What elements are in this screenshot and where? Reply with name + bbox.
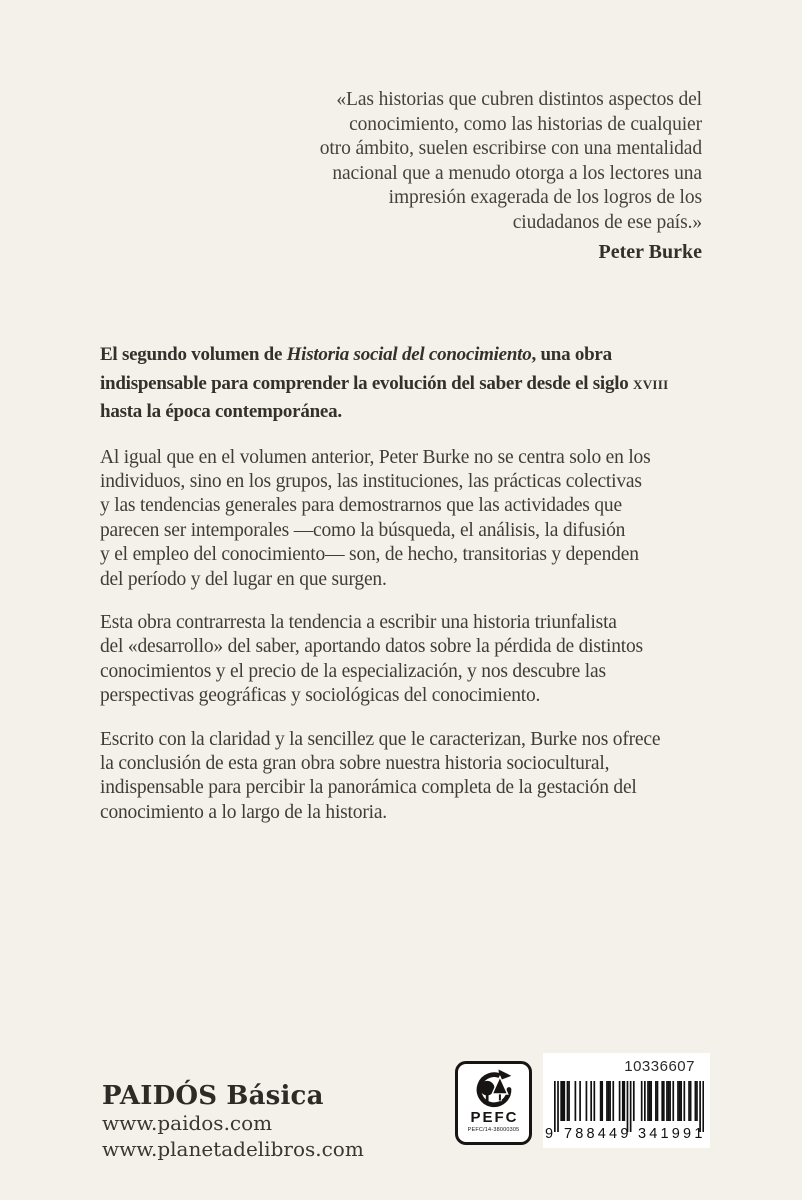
quote-attribution: Peter Burke	[598, 241, 702, 263]
imprint-block	[102, 1081, 364, 1162]
pefc-trees-icon	[471, 1069, 517, 1109]
text-line: conocimiento a lo largo de la historia.	[100, 801, 387, 823]
text-line: la conclusión de esta gran obra sobre nuestra historia sociocultural,	[100, 752, 610, 774]
text-line: «Las historias que cubren distintos aspectos del	[336, 89, 702, 110]
imprint-name: PAIDÓS Básica	[102, 1081, 324, 1111]
text-line: El segundo volumen de Historia social del conocimiento, una obra	[100, 344, 612, 365]
text-line: indispensable para percibir la panorámica completa de la gestación del	[100, 777, 637, 799]
synopsis-intro	[100, 341, 740, 427]
text-line: conocimientos y el precio de la especialización, y nos descubre las	[100, 660, 606, 682]
text-line: del período y del lugar en que surgen.	[100, 568, 387, 590]
barcode-digit-group: 9	[545, 1126, 554, 1142]
text-line: perspectivas geográficas y sociológicas del conocimiento.	[100, 685, 541, 707]
text-line: indispensable para comprender la evolución del saber desde el siglo xviii	[100, 372, 669, 394]
text-line: Escrito con la claridad y la sencillez que le caracterizan, Burke nos ofrece	[100, 728, 661, 750]
text-line: Esta obra contrarresta la tendencia a escribir una historia triunfalista	[100, 611, 617, 633]
pefc-license: PEFC/14-38000305	[467, 1127, 520, 1133]
barcode-digit-group: 341991	[638, 1126, 706, 1142]
text-line: impresión exagerada de los logros de los	[388, 187, 702, 208]
pefc-logo	[455, 1061, 532, 1145]
barcode-panel	[543, 1053, 710, 1148]
imprint-url-planetadelibros: www.planetadelibros.com	[102, 1136, 364, 1161]
text-line: conocimiento, como las historias de cualquier	[349, 113, 702, 135]
text-line: ciudadanos de ese país.»	[512, 211, 702, 233]
text-line: otro ámbito, suelen escribirse con una mentalidad	[319, 138, 702, 159]
synopsis-paragraph-3	[100, 728, 740, 826]
synopsis	[100, 341, 740, 825]
imprint-url-paidos: www.paidos.com	[102, 1111, 273, 1135]
synopsis-paragraph-1	[100, 446, 740, 592]
text-line: y las tendencias generales para demostrarnos que las actividades que	[100, 495, 622, 517]
text-line: Al igual que en el volumen anterior, Peter Burke no se centra solo en los	[100, 446, 651, 468]
text-line: y el empleo del conocimiento— son, de hecho, transitorias y dependen	[100, 544, 639, 566]
text-line: del «desarrollo» del saber, aportando datos sobre la pérdida de distintos	[100, 636, 643, 658]
synopsis-paragraph-2	[100, 611, 740, 709]
quote-text	[320, 88, 702, 235]
text-line: individuos, sino en los grupos, las instituciones, las prácticas colectivas	[100, 470, 642, 492]
text-line: hasta la época contemporánea.	[100, 401, 342, 422]
pefc-label: PEFC	[470, 1109, 519, 1126]
barcode-top-number: 10336607	[624, 1058, 695, 1075]
text-line: parecen ser intemporales —como la búsqueda, el análisis, la difusión	[100, 519, 626, 541]
text-line: nacional que a menudo otorga a los lectores una	[332, 162, 702, 184]
barcode-digit-group: 788449	[564, 1126, 632, 1142]
